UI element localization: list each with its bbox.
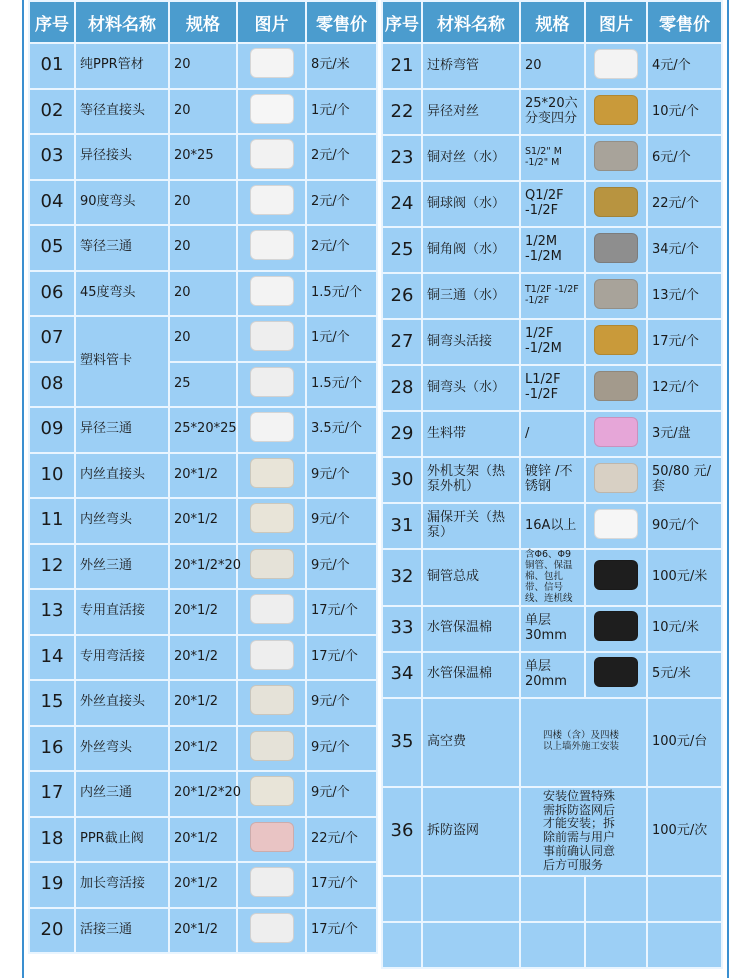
item-price: 22元/个 xyxy=(306,817,377,863)
item-price: 2元/个 xyxy=(306,134,377,180)
table-row xyxy=(29,43,377,89)
item-price: 5元/米 xyxy=(647,652,722,698)
item-name: 铜角阀（水） xyxy=(422,227,520,273)
item-name: 铜管总成 xyxy=(422,549,520,606)
item-spec: 20*1/2 xyxy=(169,680,237,726)
item-number: 13 xyxy=(29,589,75,635)
item-number: 18 xyxy=(29,817,75,863)
union-elbow-icon xyxy=(250,640,294,670)
copper-pipe-coil-icon xyxy=(594,560,638,590)
table-row xyxy=(382,606,722,652)
item-price: 10元/米 xyxy=(647,606,722,652)
item-number: 22 xyxy=(382,89,422,135)
item-spec: 20*25 xyxy=(169,134,237,180)
item-number: 17 xyxy=(29,771,75,817)
item-number: 21 xyxy=(382,43,422,89)
item-number: 09 xyxy=(29,407,75,453)
item-price: 10元/个 xyxy=(647,89,722,135)
header-row xyxy=(29,1,377,43)
item-picture xyxy=(237,862,306,908)
table-row xyxy=(29,635,377,681)
item-spec: 单层30mm xyxy=(520,606,585,652)
item-picture xyxy=(237,726,306,772)
item-picture xyxy=(585,273,647,319)
item-number: 14 xyxy=(29,635,75,681)
table-row xyxy=(29,316,377,362)
item-price: 9元/个 xyxy=(306,544,377,590)
item-picture xyxy=(237,908,306,954)
item-picture xyxy=(585,549,647,606)
item-number: 11 xyxy=(29,498,75,544)
item-picture xyxy=(585,319,647,365)
item-price: 3元/盘 xyxy=(647,411,722,457)
item-name: 水管保温棉 xyxy=(422,606,520,652)
male-tee-icon xyxy=(250,549,294,579)
table-row xyxy=(29,498,377,544)
item-spec: 25 xyxy=(169,362,237,408)
empty-cell xyxy=(520,922,585,968)
table-row xyxy=(382,365,722,411)
item-number: 10 xyxy=(29,453,75,499)
item-name: 漏保开关（热泵） xyxy=(422,503,520,549)
header-spec: 规格 xyxy=(169,1,237,43)
elbow-45-icon xyxy=(250,276,294,306)
item-picture xyxy=(237,635,306,681)
item-number: 06 xyxy=(29,271,75,317)
item-spec: T1/2F -1/2F -1/2F xyxy=(520,273,585,319)
table-row xyxy=(29,862,377,908)
item-price: 17元/个 xyxy=(306,589,377,635)
item-picture xyxy=(237,316,306,362)
item-name: 外丝直接头 xyxy=(75,680,169,726)
item-picture xyxy=(585,503,647,549)
empty-cell xyxy=(422,922,520,968)
item-name: 拆防盗网 xyxy=(422,787,520,876)
item-name: 45度弯头 xyxy=(75,271,169,317)
item-number: 23 xyxy=(382,135,422,181)
header-spec: 规格 xyxy=(520,1,585,43)
item-name: 异径接头 xyxy=(75,134,169,180)
item-name: 铜三通（水） xyxy=(422,273,520,319)
item-price: 90元/个 xyxy=(647,503,722,549)
item-spec: 1/2M -1/2M xyxy=(520,227,585,273)
item-name: 外丝三通 xyxy=(75,544,169,590)
item-picture xyxy=(237,225,306,271)
table-row xyxy=(29,589,377,635)
item-price: 4元/个 xyxy=(647,43,722,89)
item-spec: 25*20六分变四分 xyxy=(520,89,585,135)
item-spec: 20 xyxy=(520,43,585,89)
item-price: 50/80 元/套 xyxy=(647,457,722,503)
item-picture xyxy=(585,227,647,273)
brass-nipple-icon xyxy=(594,95,638,125)
item-price: 6元/个 xyxy=(647,135,722,181)
item-picture xyxy=(237,817,306,863)
item-number: 02 xyxy=(29,89,75,135)
ball-valve-icon xyxy=(594,187,638,217)
item-name: 活接三通 xyxy=(75,908,169,954)
item-price: 1.5元/个 xyxy=(306,362,377,408)
item-price: 12元/个 xyxy=(647,365,722,411)
item-picture xyxy=(237,134,306,180)
copper-elbow-icon xyxy=(594,371,638,401)
item-picture xyxy=(237,271,306,317)
empty-cell xyxy=(585,876,647,922)
copper-tee-icon xyxy=(594,279,638,309)
item-spec: 20 xyxy=(169,89,237,135)
table-row xyxy=(29,271,377,317)
table-row xyxy=(29,134,377,180)
table-row xyxy=(29,225,377,271)
item-name: 90度弯头 xyxy=(75,180,169,226)
item-number: 05 xyxy=(29,225,75,271)
table-row xyxy=(382,181,722,227)
male-elbow-icon xyxy=(250,731,294,761)
table-row xyxy=(382,457,722,503)
item-name: 过桥弯管 xyxy=(422,43,520,89)
item-spec: / xyxy=(520,411,585,457)
item-price: 17元/个 xyxy=(306,635,377,681)
item-name: 外丝弯头 xyxy=(75,726,169,772)
item-picture xyxy=(237,453,306,499)
table-row xyxy=(382,549,722,606)
item-picture xyxy=(237,680,306,726)
header-row xyxy=(382,1,722,43)
item-price: 100元/次 xyxy=(647,787,722,876)
item-name: 生料带 xyxy=(422,411,520,457)
item-price: 2元/个 xyxy=(306,180,377,226)
item-picture xyxy=(585,606,647,652)
angle-valve-icon xyxy=(594,233,638,263)
item-name: 高空费 xyxy=(422,698,520,787)
item-picture xyxy=(237,589,306,635)
long-union-icon xyxy=(250,867,294,897)
item-number: 30 xyxy=(382,457,422,503)
item-price: 1元/个 xyxy=(306,89,377,135)
item-name: 铜球阀（水） xyxy=(422,181,520,227)
table-row xyxy=(29,680,377,726)
reducing-tee-icon xyxy=(250,412,294,442)
item-number: 31 xyxy=(382,503,422,549)
item-picture xyxy=(237,498,306,544)
item-spec: 20*1/2 xyxy=(169,908,237,954)
table-row xyxy=(29,771,377,817)
table-row xyxy=(382,135,722,181)
item-name: 内丝直接头 xyxy=(75,453,169,499)
item-name: 异径三通 xyxy=(75,407,169,453)
item-name: 铜弯头（水） xyxy=(422,365,520,411)
table-row xyxy=(29,726,377,772)
table-row xyxy=(382,89,722,135)
item-spec: Q1/2F -1/2F xyxy=(520,181,585,227)
item-spec: 20 xyxy=(169,225,237,271)
ptfe-tape-icon xyxy=(594,417,638,447)
empty-cell xyxy=(647,876,722,922)
item-spec: 四楼（含）及四楼以上墙外施工安装 xyxy=(520,698,647,787)
empty-cell xyxy=(647,922,722,968)
item-number: 36 xyxy=(382,787,422,876)
item-spec: 20*1/2*20 xyxy=(169,544,237,590)
item-number: 19 xyxy=(29,862,75,908)
table-row xyxy=(29,180,377,226)
item-price: 9元/个 xyxy=(306,726,377,772)
item-spec: 镀锌 /不锈钢 xyxy=(520,457,585,503)
item-spec: 20*1/2 xyxy=(169,589,237,635)
item-spec: 20*1/2 xyxy=(169,635,237,681)
header-price: 零售价 xyxy=(306,1,377,43)
item-spec: 1/2F -1/2M xyxy=(520,319,585,365)
item-number: 03 xyxy=(29,134,75,180)
empty-cell xyxy=(520,876,585,922)
empty-cell xyxy=(422,876,520,922)
elbow-icon xyxy=(250,185,294,215)
item-picture xyxy=(237,544,306,590)
table-row xyxy=(382,503,722,549)
item-price: 3.5元/个 xyxy=(306,407,377,453)
item-number: 20 xyxy=(29,908,75,954)
item-name: 异径对丝 xyxy=(422,89,520,135)
item-spec: S1/2" M -1/2" M xyxy=(520,135,585,181)
item-name: 铜弯头活接 xyxy=(422,319,520,365)
item-picture xyxy=(237,771,306,817)
item-picture xyxy=(237,180,306,226)
item-spec: 20*1/2 xyxy=(169,453,237,499)
item-picture xyxy=(585,365,647,411)
item-price: 9元/个 xyxy=(306,771,377,817)
item-number: 26 xyxy=(382,273,422,319)
item-number: 28 xyxy=(382,365,422,411)
item-number: 07 xyxy=(29,316,75,362)
item-name: 加长弯活接 xyxy=(75,862,169,908)
copper-union-elbow-icon xyxy=(594,325,638,355)
item-number: 33 xyxy=(382,606,422,652)
table-row xyxy=(29,544,377,590)
table-row xyxy=(382,698,722,787)
leakage-switch-icon xyxy=(594,509,638,539)
pipe-clip-icon xyxy=(250,367,294,397)
pipe-icon xyxy=(250,48,294,78)
item-spec: 20*1/2 xyxy=(169,498,237,544)
item-picture xyxy=(585,181,647,227)
item-spec: 16A以上 xyxy=(520,503,585,549)
item-spec: 单层20mm xyxy=(520,652,585,698)
item-price: 13元/个 xyxy=(647,273,722,319)
item-name: 内丝三通 xyxy=(75,771,169,817)
item-name: 水管保温棉 xyxy=(422,652,520,698)
price-table-right xyxy=(381,0,723,969)
item-price: 9元/个 xyxy=(306,498,377,544)
empty-cell xyxy=(585,922,647,968)
item-price: 22元/个 xyxy=(647,181,722,227)
item-number: 24 xyxy=(382,181,422,227)
insulation-icon xyxy=(594,611,638,641)
reducer-icon xyxy=(250,139,294,169)
item-name: 塑料管卡 xyxy=(75,316,169,407)
union-tee-icon xyxy=(250,913,294,943)
item-price: 17元/个 xyxy=(647,319,722,365)
item-price: 9元/个 xyxy=(306,453,377,499)
union-icon xyxy=(250,594,294,624)
item-spec: 20*1/2 xyxy=(169,817,237,863)
item-picture xyxy=(585,652,647,698)
item-price: 2元/个 xyxy=(306,225,377,271)
table-row xyxy=(382,227,722,273)
item-name: 纯PPR管材 xyxy=(75,43,169,89)
bracket-icon xyxy=(594,463,638,493)
table-row xyxy=(382,787,722,876)
empty-cell xyxy=(382,876,422,922)
item-number: 04 xyxy=(29,180,75,226)
empty-row xyxy=(382,876,722,922)
item-name: PPR截止阀 xyxy=(75,817,169,863)
item-number: 34 xyxy=(382,652,422,698)
tee-icon xyxy=(250,230,294,260)
item-price: 100元/台 xyxy=(647,698,722,787)
item-picture xyxy=(237,89,306,135)
item-spec: 20 xyxy=(169,180,237,226)
item-name: 等径三通 xyxy=(75,225,169,271)
copper-nipple-icon xyxy=(594,141,638,171)
item-price: 17元/个 xyxy=(306,862,377,908)
item-spec: 含Φ6、Φ9铜管、保温棉、包扎带、信号线、连机线 xyxy=(520,549,585,606)
item-picture xyxy=(585,135,647,181)
item-number: 01 xyxy=(29,43,75,89)
item-picture xyxy=(237,362,306,408)
item-price: 34元/个 xyxy=(647,227,722,273)
header-price: 零售价 xyxy=(647,1,722,43)
item-picture xyxy=(237,407,306,453)
item-number: 12 xyxy=(29,544,75,590)
female-coupling-icon xyxy=(250,458,294,488)
empty-row xyxy=(382,922,722,968)
item-picture xyxy=(585,457,647,503)
table-row xyxy=(29,89,377,135)
item-price: 17元/个 xyxy=(306,908,377,954)
table-row xyxy=(382,43,722,89)
item-spec: 20*1/2*20 xyxy=(169,771,237,817)
item-picture xyxy=(237,43,306,89)
male-coupling-icon xyxy=(250,685,294,715)
table-row xyxy=(29,908,377,954)
item-picture xyxy=(585,43,647,89)
item-spec: 20 xyxy=(169,43,237,89)
table-row xyxy=(29,817,377,863)
item-spec: L1/2F -1/2F xyxy=(520,365,585,411)
item-spec: 20*1/2 xyxy=(169,862,237,908)
coupling-icon xyxy=(250,94,294,124)
pipe-clip-icon xyxy=(250,321,294,351)
item-spec: 25*20*25 xyxy=(169,407,237,453)
price-table-left xyxy=(28,0,378,954)
item-price: 1.5元/个 xyxy=(306,271,377,317)
item-name: 等径直接头 xyxy=(75,89,169,135)
table-row xyxy=(382,319,722,365)
item-spec: 安装位置特殊需拆防盗网后才能安装；拆除前需与用户事前确认同意后方可服务 xyxy=(520,787,647,876)
item-number: 27 xyxy=(382,319,422,365)
item-number: 16 xyxy=(29,726,75,772)
item-price: 9元/个 xyxy=(306,680,377,726)
item-number: 32 xyxy=(382,549,422,606)
item-number: 15 xyxy=(29,680,75,726)
item-number: 08 xyxy=(29,362,75,408)
item-name: 专用弯活接 xyxy=(75,635,169,681)
stop-valve-icon xyxy=(250,822,294,852)
item-price: 1元/个 xyxy=(306,316,377,362)
header-picture: 图片 xyxy=(585,1,647,43)
table-row xyxy=(29,407,377,453)
item-spec: 20 xyxy=(169,316,237,362)
item-number: 29 xyxy=(382,411,422,457)
item-name: 外机支架（热泵外机） xyxy=(422,457,520,503)
table-row xyxy=(382,273,722,319)
item-picture xyxy=(585,411,647,457)
insulation-icon xyxy=(594,657,638,687)
item-name: 内丝弯头 xyxy=(75,498,169,544)
item-price: 8元/米 xyxy=(306,43,377,89)
item-spec: 20 xyxy=(169,271,237,317)
bridge-bend-icon xyxy=(594,49,638,79)
item-name: 专用直活接 xyxy=(75,589,169,635)
header-picture: 图片 xyxy=(237,1,306,43)
item-price: 100元/米 xyxy=(647,549,722,606)
female-tee-icon xyxy=(250,776,294,806)
item-picture xyxy=(585,89,647,135)
header-name: 材料名称 xyxy=(422,1,520,43)
header-number: 序号 xyxy=(382,1,422,43)
header-number: 序号 xyxy=(29,1,75,43)
item-name: 铜对丝（水） xyxy=(422,135,520,181)
female-elbow-icon xyxy=(250,503,294,533)
item-number: 25 xyxy=(382,227,422,273)
empty-cell xyxy=(382,922,422,968)
table-row xyxy=(29,453,377,499)
item-number: 35 xyxy=(382,698,422,787)
table-row xyxy=(382,652,722,698)
header-name: 材料名称 xyxy=(75,1,169,43)
item-spec: 20*1/2 xyxy=(169,726,237,772)
table-row xyxy=(382,411,722,457)
